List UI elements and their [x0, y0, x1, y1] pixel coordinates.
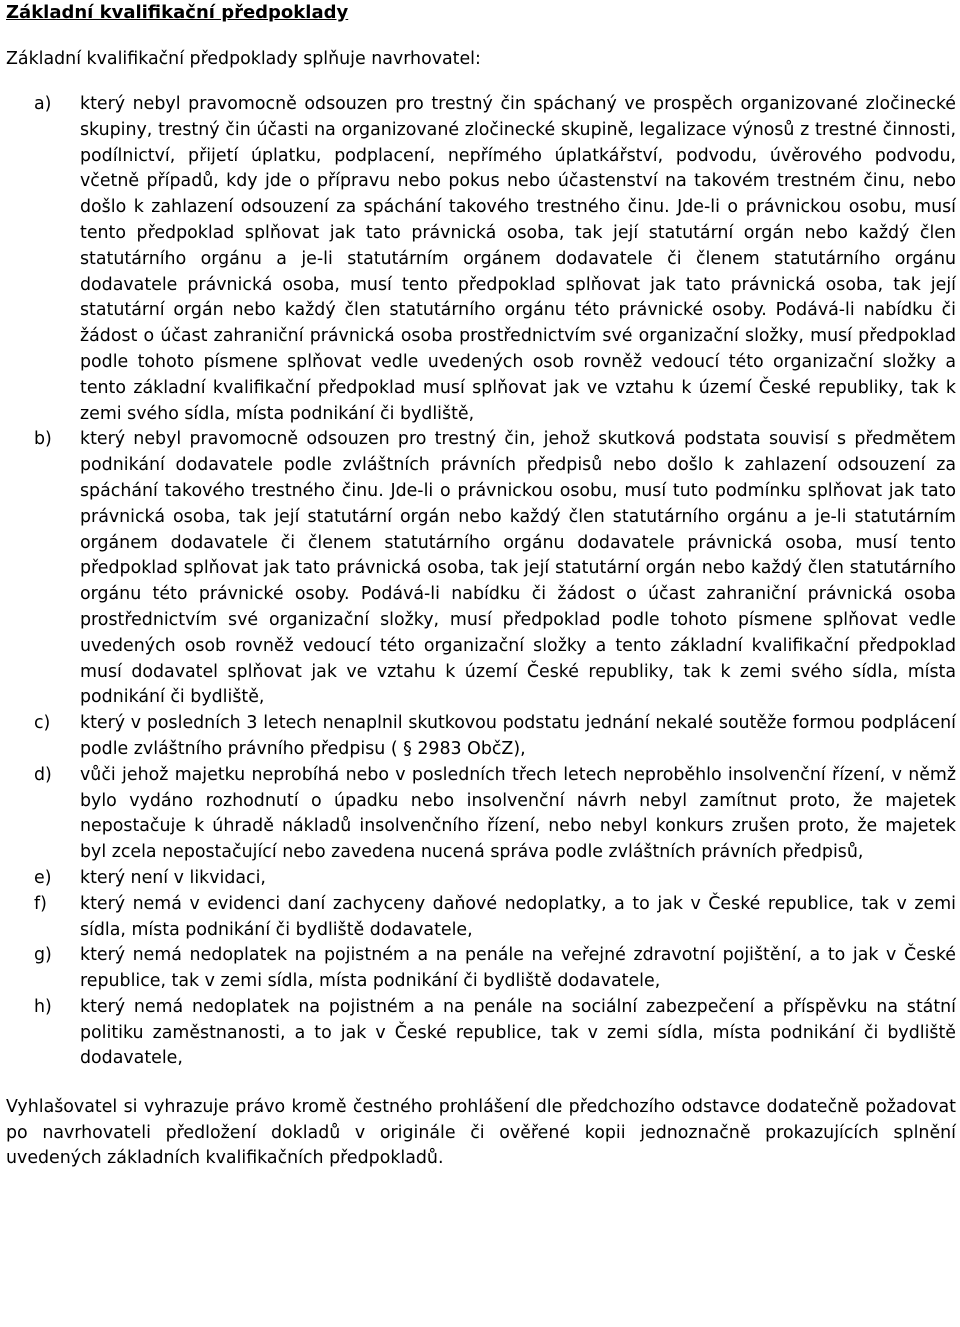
- item-letter: h): [34, 996, 52, 1017]
- section-heading: Základní kvalifikační předpoklady: [6, 2, 349, 23]
- list-item-e: [6, 866, 956, 892]
- document-page: [6, 0, 956, 1172]
- item-letter: d): [34, 764, 52, 785]
- list-item-b: [6, 427, 956, 711]
- item-text: který nebyl pravomocně odsouzen pro trestný čin, jehož skutková podstata souvisí s předmětem podnikání dodavatele podle zvláštních právních předpisů nebo došlo k zahlazení odsouzení za spáchání takového trestného činu. Jde-li o právnickou osobu, musí tuto podmínku splňovat jak tato právnická osoba, tak její statutární orgán nebo každý člen statutárního orgánu a je-li statutárním orgánem dodavatele či členem statutárního orgánu dodavatele právnická osoba, musí tento předpoklad splňovat jak tato právnická osoba, tak její statutární orgán nebo každý člen statutárního orgánu této právnické osoby. Podává-li nabídku či žádost o účast zahraniční právnická osoba prostřednictvím své organizační složky, musí předpoklad podle tohoto písmene splňovat vedle uvedených osob rovněž vedoucí této organizační složky a tento základní kvalifikační předpoklad musí dodavatel splňovat jak ve vztahu k území České republiky, tak k zemi svého sídla, místa podnikání či bydliště,: [80, 429, 956, 708]
- item-letter: c): [34, 713, 51, 734]
- item-text: který nebyl pravomocně odsouzen pro trestný čin spáchaný ve prospěch organizované zločinecké skupiny, trestný čin účasti na organizované zločinecké skupině, legalizace výnosů z trestné činnosti, podílnictví, přijetí úplatku, podplacení, nepřímého úplatkářství, podvodu, úvěrového podvodu, včetně případů, kdy jde o přípravu nebo pokus nebo účastenství na takovém trestném činu, nebo došlo k zahlazení odsouzení za spáchání takového trestného činu. Jde-li o právnickou osobu, musí tento předpoklad splňovat jak tato právnická osoba, tak její statutární orgán nebo každý člen statutárního orgánu a je-li statutárním orgánem dodavatele či členem statutárního orgánu dodavatele právnická osoba, musí tento předpoklad splňovat jak tato právnická osoba, tak její statutární orgán nebo každý člen statutárního orgánu této právnické osoby. Podává-li nabídku či žádost o účast zahraniční právnická osoba prostřednictvím své organizační složky, musí předpoklad podle tohoto písmene splňovat vedle uvedených osob rovněž vedoucí této organizační složky a tento základní kvalifikační předpoklad musí splňovat jak ve vztahu k území České republiky, tak k zemi svého sídla, místa podnikání či bydliště,: [80, 94, 956, 424]
- list-item-g: [6, 943, 956, 995]
- item-text: který nemá nedoplatek na pojistném a na penále na veřejné zdravotní pojištění, a to jak v České republice, tak v zemi sídla, místa podnikání či bydliště dodavatele,: [80, 945, 956, 992]
- item-letter: b): [34, 429, 52, 450]
- item-text: který nemá nedoplatek na pojistném a na penále na sociální zabezpečení a příspěvku na státní politiku zaměstnanosti, a to jak v České republice, tak v zemi sídla, místa podnikání či bydliště dodavatele,: [80, 996, 956, 1069]
- list-item-f: [6, 892, 956, 944]
- item-text: který není v likvidaci,: [80, 867, 266, 888]
- list-item-h: [6, 995, 956, 1072]
- list-item-c: [6, 711, 956, 763]
- item-letter: g): [34, 945, 52, 966]
- closing-paragraph: Vyhlašovatel si vyhrazuje právo kromě čestného prohlášení dle předchozího odstavce dodatečně požadovat po navrhovateli předložení dokladů v originále či ověřené kopii jednoznačně prokazujících splnění uvedených základních kvalifikačních předpokladů.: [6, 1097, 956, 1169]
- item-text: vůči jehož majetku neprobíhá nebo v posledních třech letech neproběhlo insolvenční řízení, v němž bylo vydáno rozhodnutí o úpadku nebo insolvenční návrh nebyl zamítnut proto, že majetek nepostačuje k úhradě nákladů insolvenčního řízení, nebo nebyl konkurs zrušen proto, že majetek byl zcela nepostačující nebo zavedena nucená správa podle zvláštních právních předpisů,: [80, 764, 956, 863]
- list-item-d: [6, 763, 956, 866]
- item-text: který nemá v evidenci daní zachyceny daňové nedoplatky, a to jak v České republice, tak v zemi sídla, místa podnikání či bydliště dodavatele,: [80, 893, 956, 940]
- item-letter: e): [34, 867, 52, 888]
- requirements-list: [6, 92, 956, 1072]
- list-item-a: [6, 92, 956, 427]
- intro-paragraph: Základní kvalifikační předpoklady splňuje navrhovatel:: [6, 49, 481, 69]
- item-letter: a): [34, 94, 52, 114]
- item-letter: f): [34, 893, 47, 914]
- item-text: který v posledních 3 letech nenaplnil skutkovou podstatu jednání nekalé soutěže formou podplácení podle zvláštního právního předpisu ( § 2983 ObčZ),: [80, 713, 956, 759]
